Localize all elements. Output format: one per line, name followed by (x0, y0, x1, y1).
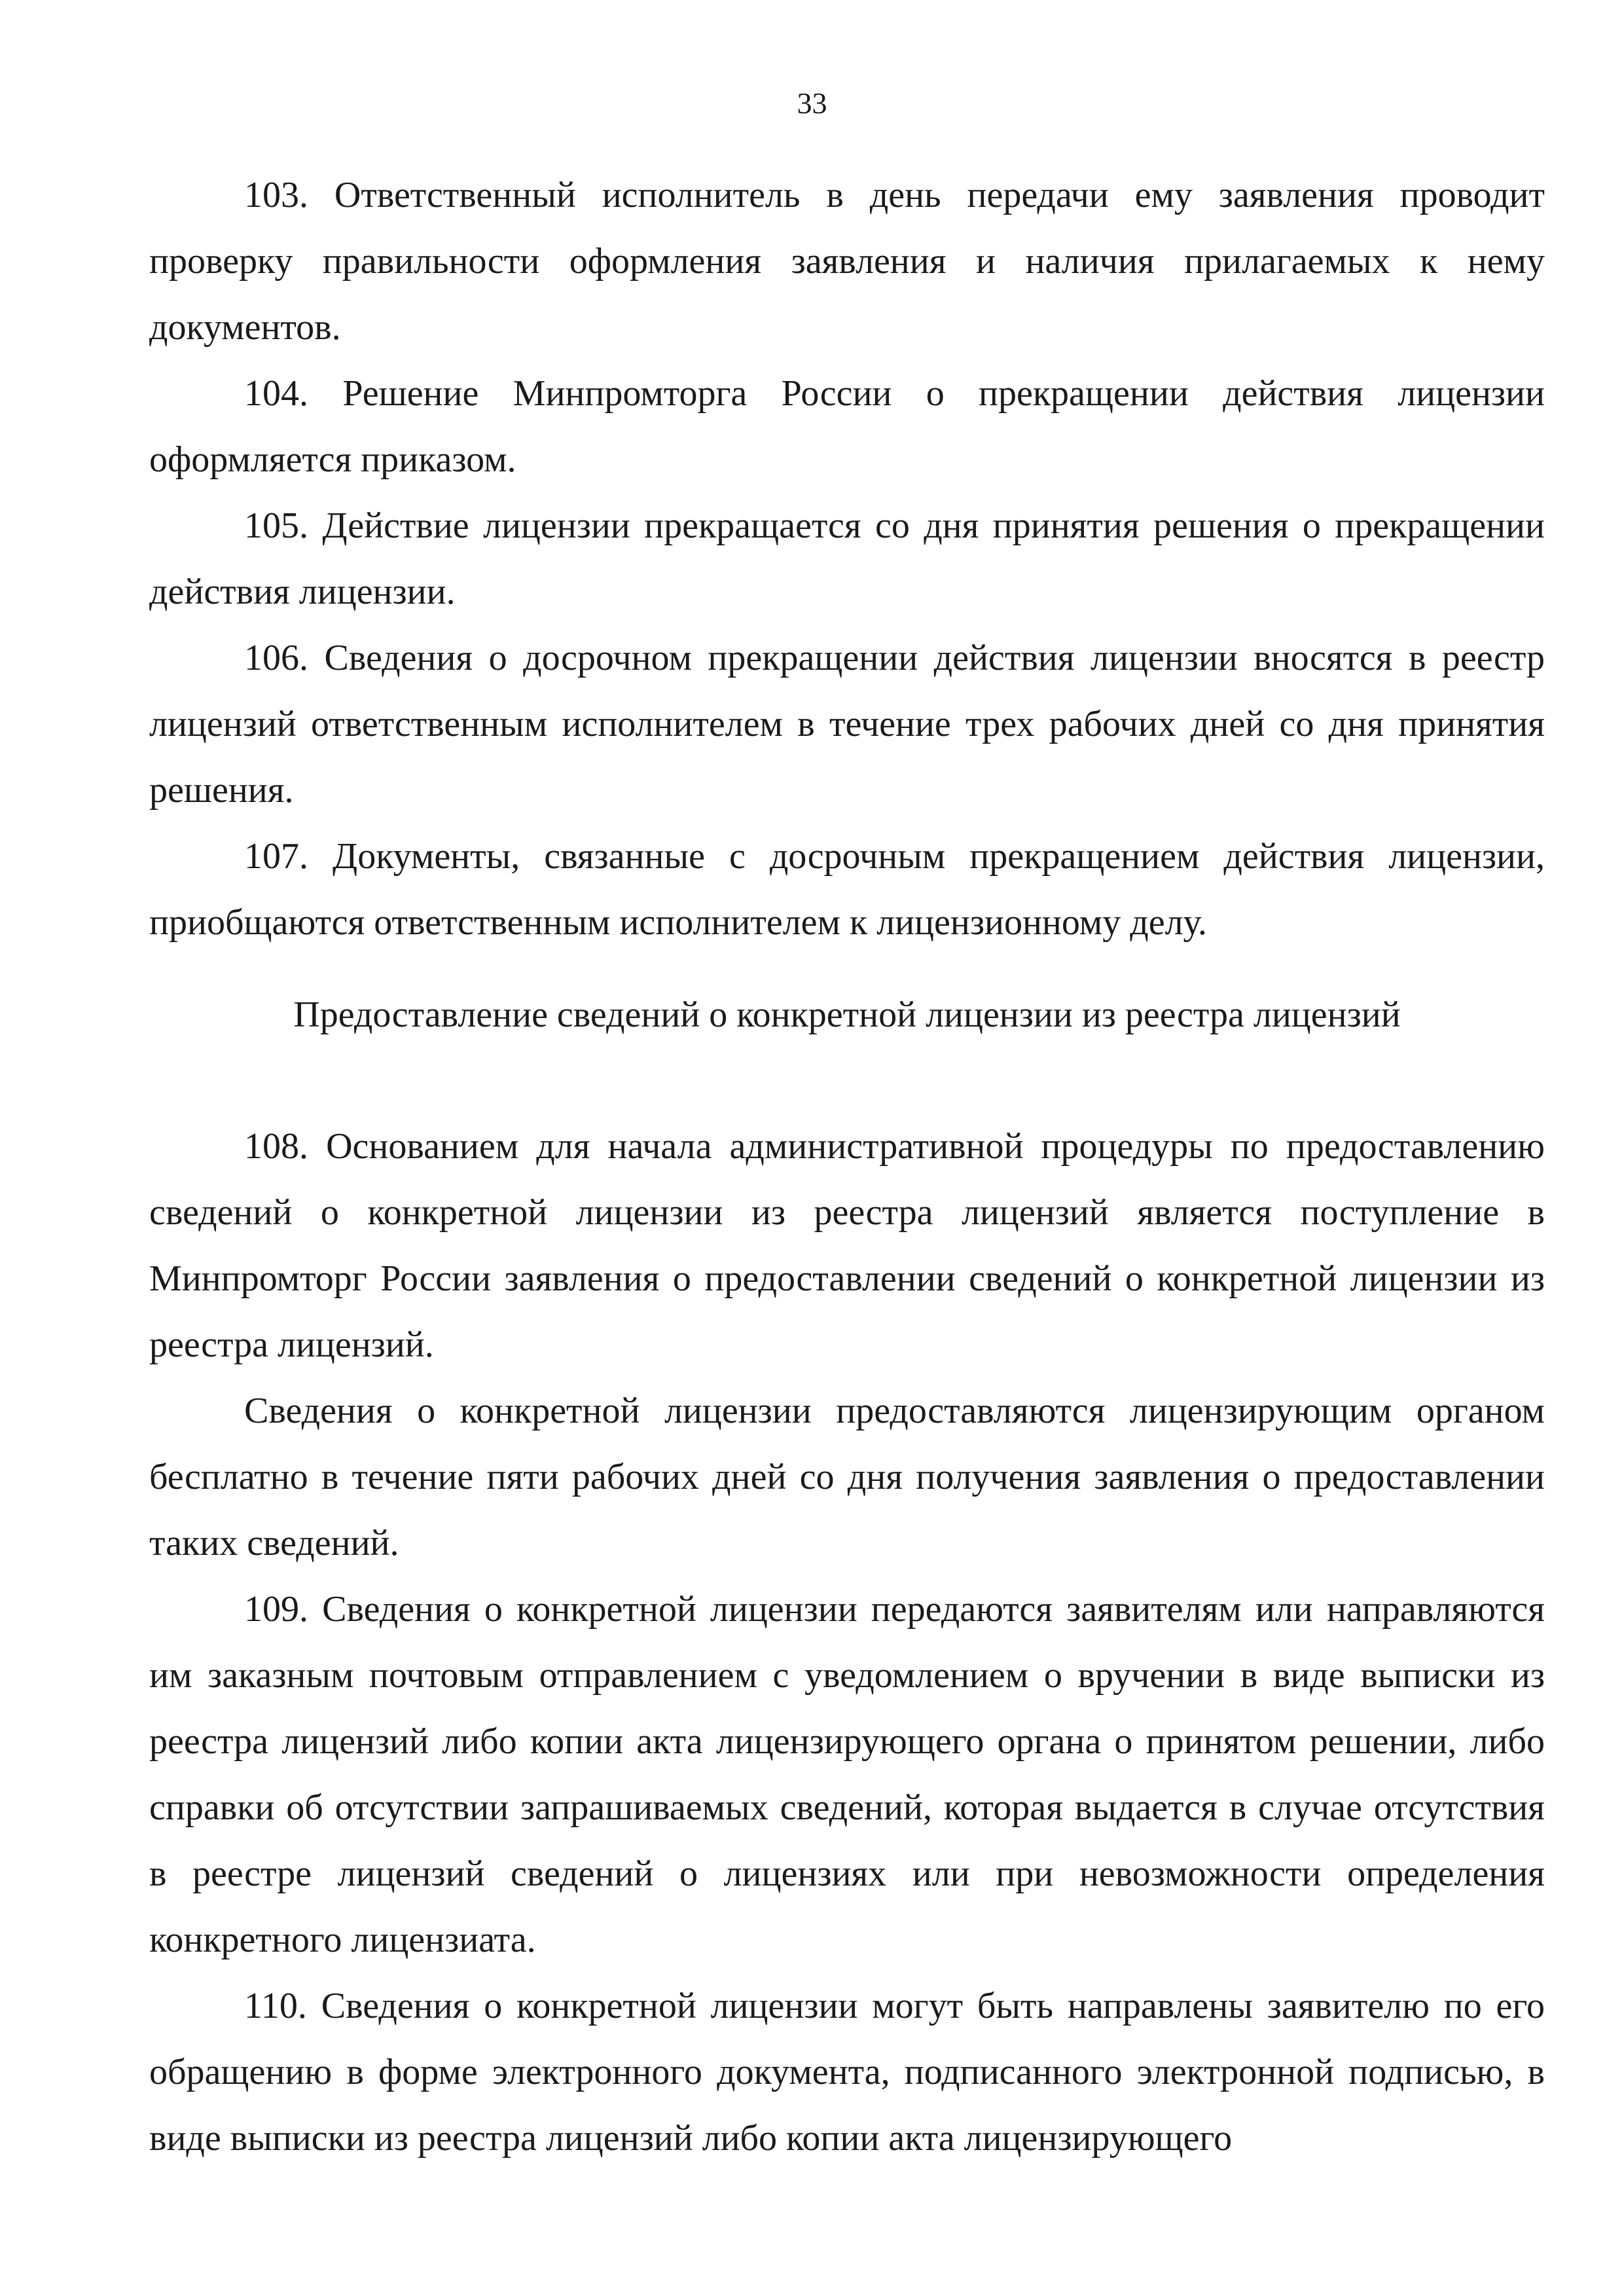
paragraph-109: 109. Сведения о конкретной лицензии передаются заявителям или направляются им заказным почтовым отправлением с уведомлением о вручении в виде выписки из реестра лицензий либо копии акта лицензирующего органа о принятом решении, либо справки об отсутствии запрашиваемых сведений, которая выдается в случае отсутствия в реестре лицензий сведений о лицензиях или при невозможности определения конкретного лицензиата. (149, 1589, 1545, 1960)
paragraph-105: 105. Действие лицензии прекращается со дня принятия решения о прекращении действия лицензии. (149, 505, 1545, 612)
document-body (149, 162, 1545, 2172)
page-number: 33 (797, 86, 827, 120)
section-heading: Предоставление сведений о конкретной лицензии из реестра лицензий (293, 994, 1401, 1035)
paragraph-108-continuation: Сведения о конкретной лицензии предоставляются лицензирующим органом бесплатно в течение пяти рабочих дней со дня получения заявления о предоставлении таких сведений. (149, 1391, 1545, 1563)
paragraph-106: 106. Сведения о досрочном прекращении действия лицензии вносятся в реестр лицензий ответственным исполнителем в течение трех рабочих дней со дня принятия решения. (149, 638, 1545, 811)
paragraph-103: 103. Ответственный исполнитель в день передачи ему заявления проводит проверку правильности оформления заявления и наличия прилагаемых к нему документов. (149, 175, 1545, 348)
paragraph-110: 110. Сведения о конкретной лицензии могут быть направлены заявителю по его обращению в форме электронного документа, подписанного электронной подписью, в виде выписки из реестра лицензий либо копии акта лицензирующего (149, 1986, 1545, 2159)
paragraph-104: 104. Решение Минпромторга России о прекращении действия лицензии оформляется приказом. (149, 373, 1545, 480)
paragraph-107: 107. Документы, связанные с досрочным прекращением действия лицензии, приобщаются ответственным исполнителем к лицензионному делу. (149, 836, 1545, 943)
paragraph-108: 108. Основанием для начала административной процедуры по предоставлению сведений о конкретной лицензии из реестра лицензий является поступление в Минпромторг России заявления о предоставлении сведений о конкретной лицензии из реестра лицензий. (149, 1126, 1545, 1365)
